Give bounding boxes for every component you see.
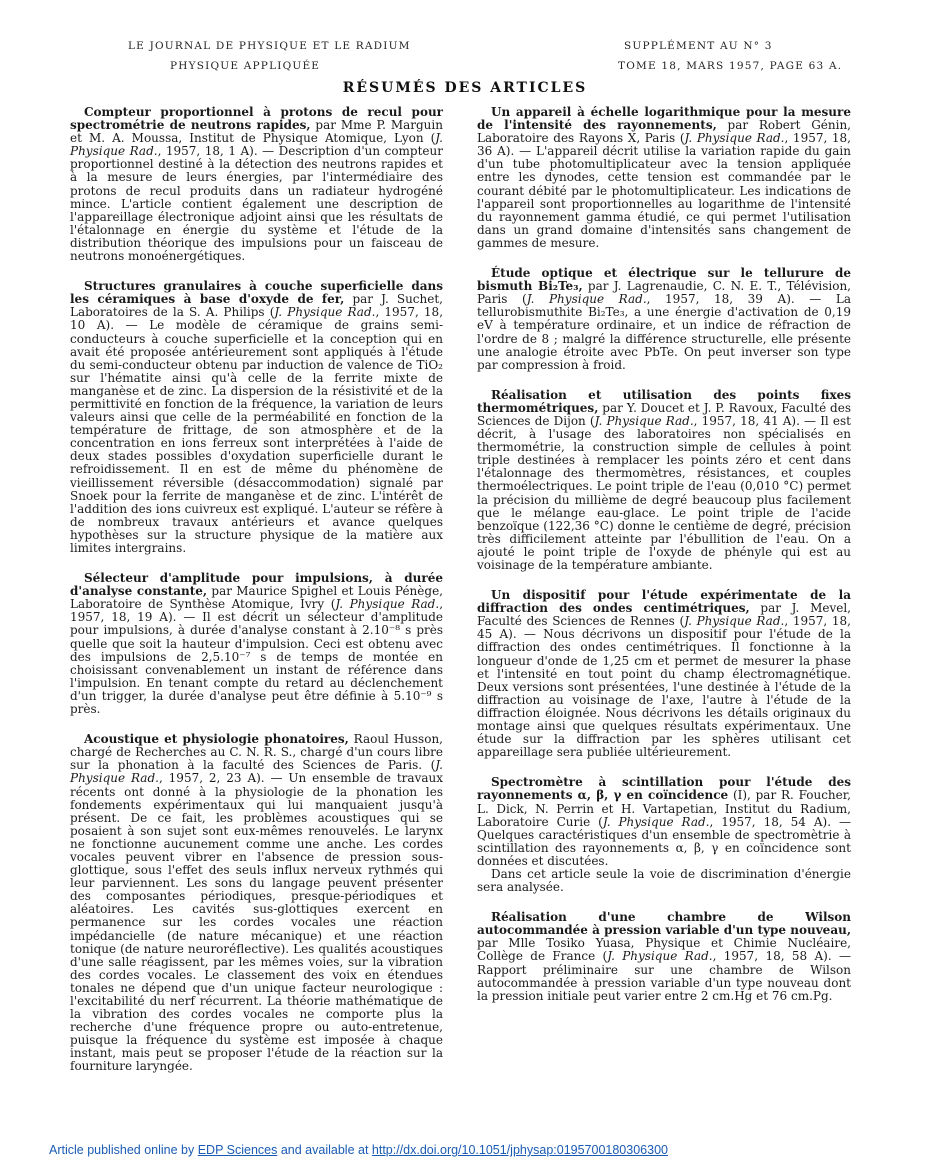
abstract-entry: [477, 267, 851, 372]
abstract-title: Acoustique et physiologie phonatoires,: [84, 732, 349, 747]
abstract-ref-details: , 1957, 18, 58 A).: [712, 949, 832, 964]
abstract-authors: par J. Suchet, Laboratoires de la S. A. Philips (: [70, 292, 443, 320]
doi-link[interactable]: http://dx.doi.org/10.1051/jphysap:0195700180306300: [371, 1143, 668, 1157]
abstract-journal-ref: J. Physique Rad.: [70, 758, 443, 786]
abstract-authors: par Maurice Spighel et Louis Pénège, Laboratoire de Synthèse Atomique, Ivry (: [70, 584, 443, 612]
abstract-title: Spectromètre à scintillation pour l'étude des rayonnements α, β, γ en coïncidence: [477, 775, 851, 803]
footer-middle: and available at: [277, 1143, 372, 1157]
abstract-journal-ref: J. Physique Rad.: [594, 413, 694, 428]
abstract-body: — Description d'un compteur proportionnel destiné à la détection des neutrons rapides et à la mesure de leurs énergies, par l'intermédiaire des protons de recul produits dans un radiateur hydrogéné mince. L'article contient également une description de l'appareillage électronique adjoint ainsi que les résultats de l'étalonnage en énergie du système et l'étude de la distribution théorique des impulsions pour un faisceau de neutrons monoénergétiques.: [70, 144, 443, 264]
abstract-entry: [70, 106, 443, 263]
abstract-journal-ref: J. Physique Rad.: [335, 597, 440, 612]
abstract-body: — Un ensemble de travaux récents ont donné à la physiologie de la phonation les fondements expérimentaux qui lui manquaient jusqu'à présent. De ce fait, les problèmes acoustiques qui se posaient à son sujet sont eux-mêmes renouvelés. Le larynx ne fonctionne aucunement comme une anche. Les cordes vocales peuvent vibrer en l'absence de pression sous-glottique, sous l'effet des seuls influx nerveux rythmés qui leur parviennent. Les sons du langage peuvent présenter des composantes périodiques, presque-périodiques et aléatoires. Les cavités sus-glottiques exercent en permanence sur les cordes vocales une réaction impédancielle (de nature mécanique) et une réaction tonique (de nature neuroréflective). Les qualités acoustiques d'une salle réagissent, par les mêmes voies, sur la vibration des cordes vocales. Le classement des voix en étendues tonales ne dépend que d'un unique facteur neurologique : l'excitabilité du nerf récurrent. La théorie mathématique de la vibration des cordes vocales ne comporte plus la recherche d'une fréquence propre ou auto-entretenue, puisque la fréquence du système est imposée à chaque instant, mais peut se proposer l'étude de la réaction sur la fourniture laryngée.: [70, 771, 443, 1074]
abstract-authors: par J. Lagrenaudie, C. N. E. T., Télévision, Paris (: [477, 279, 851, 307]
abstract-entry: [70, 733, 443, 1073]
publisher-link[interactable]: EDP Sciences: [197, 1143, 278, 1157]
abstract-entry: [477, 106, 851, 250]
abstract-entry: [70, 280, 443, 555]
abstract-body: — Le modèle de céramique de grains semi-conducteurs à couche superficielle et la conception qui en avait été proposée antérieurement sont appliqués à l'étude du semi-conducteur obtenu par induction de valence de TiO₂ sur l'hématite ainsi qu'à celle de la ferrite mixte de manganèse et de zinc. La dispersion de la résistivité et de la permittivité en fonction de la fréquence, la variation de leurs valeurs ainsi que celle de la perméabilité en fonction de la température de frittage, de son atmosphère et de la concentration en ions ferreux sont interprétées à l'aide de deux stades possibles d'oxydation superficielle durant le refroidissement. Il en est de même du phénomène de vieillissement réversible (désaccommodation) signalé par Snoek pour la ferrite de manganèse et de zinc. L'intérêt de l'addition des ions cuivreux est expliqué. L'auteur se réfère à de nombreux travaux antérieurs et avance quelques hypothèses sur la structure physique de la matière aux limites intergrains.: [70, 318, 444, 555]
abstract-body: — Il est décrit, à l'usage des laboratoires non spécialisés en thermométrie, la construction simple de cellules à point triple destinées à remplacer les points zéro et cent dans l'étalonnage des thermomètres, résistances, et couples thermoélectriques. Le point triple de l'eau (0,010 °C) permet la précision du millième de degré beaucoup plus facilement que le mélange eau-glace. Le point triple de l'acide benzoïque (122,36 °C) donne le centième de degré, précision très difficilement atteinte par l'ébullition de l'eau. On a ajouté le point triple de l'oxyde de phényle qui est au voisinage de la température ambiante.: [477, 413, 851, 572]
abstract-entry: [477, 911, 851, 1003]
abstract-journal-ref: J. Physique Rad.: [70, 131, 443, 159]
abstract-body: — Nous décrivons un dispositif pour l'étude de la diffraction des ondes centimétriques. Il fonctionne à la longueur d'onde de 1,25 cm et permet de mesurer la phase et l'intensité en tout point du champ électromagnétique. Deux versions sont présentées, l'une destinée à l'étude de la diffraction au voisinage de l'axe, l'autre à l'étude de la diffraction éloignée. Nous décrivons les détails originaux du montage ainsi que quelques résultats expérimentaux. Une étude sur la diffraction par les sphères utilisant cet appareillage sera publiée ultérieurement.: [477, 627, 851, 760]
abstract-authors: par Mlle Tosiko Yuasa, Physique et Chimie Nucléaire, Collège de France (: [477, 936, 851, 964]
abstract-entry: [477, 589, 851, 759]
abstract-journal-ref: J. Physique Rad.: [684, 614, 785, 629]
abstract-body: — La tellurobismuthite Bi₂Te₃, a une énergie d'activation de 0,19 eV à température ordinaire, et un indice de réfraction de l'ordre de 8 ; malgré la différence structurelle, elle présente une analogie étroite avec PbTe. On peut inverser son type par compression à froid.: [477, 292, 851, 372]
abstract-authors: par Robert Génin, Laboratoire des Rayons X, Paris (: [477, 118, 851, 146]
supplement-label: SUPPLÉMENT AU N° 3: [624, 40, 773, 52]
abstract-ref-details: , 1957, 18, 1 A).: [157, 144, 258, 159]
abstract-authors: Raoul Husson, chargé de Recherches au C. N. R. S., chargé d'un cours libre sur la phonation à la faculté des Sciences de Paris. (: [70, 732, 443, 773]
abstract-journal-ref: J. Physique Rad.: [526, 292, 647, 307]
abstract-title: Un dispositif pour l'étude expérimentate de la diffraction des ondes centimétriques,: [477, 588, 851, 616]
abstract-ref-details: , 1957, 18, 10 A).: [70, 305, 444, 333]
abstract-journal-ref: J. Physique Rad.: [602, 814, 710, 829]
abstract-title: Sélecteur d'amplitude pour impulsions, à durée d'analyse constante,: [70, 571, 443, 599]
abstract-journal-ref: J. Physique Rad.: [607, 949, 713, 964]
right-column: [477, 106, 851, 1020]
abstract-title: Structures granulaires à couche superficielle dans les céramiques à base d'oxyde de fer,: [70, 279, 443, 307]
abstract-body: — Rapport préliminaire sur une chambre de Wilson autocommandée à pression variable d'un type nouveau dont la pression initiale peut varier entre 2 cm.Hg et 76 cm.Pg.: [477, 949, 851, 1003]
journal-name: LE JOURNAL DE PHYSIQUE ET LE RADIUM: [128, 40, 411, 52]
abstract-title: Compteur proportionnel à protons de recul pour spectrométrie de neutrons rapides,: [70, 105, 443, 133]
abstract-entry: [477, 389, 851, 572]
abstract-body: — Quelques caractéristiques d'un ensemble de spectromètrie à scintillation des rayonnements α, β, γ en coïncidence sont données et discutées.: [477, 814, 851, 868]
abstract-title: Étude optique et électrique sur le tellurure de bismuth Bi₂Te₃,: [477, 266, 851, 294]
abstract-body-continued: Dans cet article seule la voie de discrimination d'énergie sera analysée.: [477, 866, 851, 895]
page-title: RÉSUMÉS DES ARTICLES: [342, 80, 588, 96]
abstract-title: Un appareil à échelle logarithmique pour la mesure de l'intensité des rayonnements,: [477, 105, 851, 133]
abstract-authors: par Mme P. Marguin et M. A. Moussa, Institut de Physique Atomique, Lyon (: [70, 118, 443, 146]
abstract-journal-ref: J. Physique Rad.: [274, 305, 376, 320]
left-column: [70, 106, 443, 1091]
abstract-ref-details: , 1957, 18, 36 A).: [477, 131, 851, 159]
abstract-journal-ref: J. Physique Rad.: [684, 131, 785, 146]
abstract-ref-details: , 1957, 18, 54 A).: [709, 814, 832, 829]
footer-prefix: Article published online by: [49, 1143, 198, 1157]
abstract-authors: par Y. Doucet et J. P. Ravoux, Faculté des Sciences de Dijon (: [477, 400, 851, 428]
abstract-authors: (I), par R. Foucher, L. Dick, N. Perrin et H. Vartapetian, Institut du Radium, Laboratoire Curie (: [477, 788, 851, 829]
publication-footer: [49, 1143, 668, 1157]
abstract-ref-details: , 1957, 18, 39 A).: [646, 292, 795, 307]
abstract-ref-details: , 1957, 18, 45 A).: [477, 614, 851, 642]
abstract-authors: par J. Mevel, Faculté des Sciences de Rennes (: [477, 601, 851, 629]
abstract-body: — Il est décrit un sélecteur d'amplitude pour impulsions, à durée d'analyse constant à 2.10⁻⁸ s près quelle que soit la hauteur d'impulsion. Ceci est obtenu avec des impulsions de 2,5.10⁻⁷ s de temps de montée en choisissant convenablement un instant de référence dans l'impulsion. En tenant compte du retard au déclenchement d'un trigger, la durée d'analyse peut être définie à 5.10⁻⁹ s près.: [70, 610, 444, 717]
abstract-ref-details: , 1957, 18, 41 A).: [693, 413, 800, 428]
abstract-body: — L'appareil décrit utilise la variation rapide du gain d'un tube photomultiplicateur avec la tension appliquée entre les dynodes, cette tension est commandée par le courant débité par le photomultiplicateur. Les indications de l'appareil sont proportionnelles au logarithme de l'intensité du rayonnement gamma étudié, ce qui permet l'utilisation dans un grand domaine d'intensités sans changement de gammes de mesure.: [477, 144, 851, 250]
journal-section: PHYSIQUE APPLIQUÉE: [170, 60, 321, 72]
abstract-title: Réalisation et utilisation des points fixes thermométriques,: [477, 387, 851, 415]
issue-reference: TOME 18, MARS 1957, PAGE 63 A.: [618, 60, 843, 72]
abstract-title: Réalisation d'une chambre de Wilson autocommandée à pression variable d'un type nouveau,: [477, 910, 851, 938]
abstract-entry: [477, 776, 851, 868]
abstract-ref-details: , 1957, 18, 19 A).: [70, 597, 444, 625]
abstract-ref-details: , 1957, 2, 23 A).: [158, 771, 265, 786]
abstract-entry: [70, 572, 443, 716]
